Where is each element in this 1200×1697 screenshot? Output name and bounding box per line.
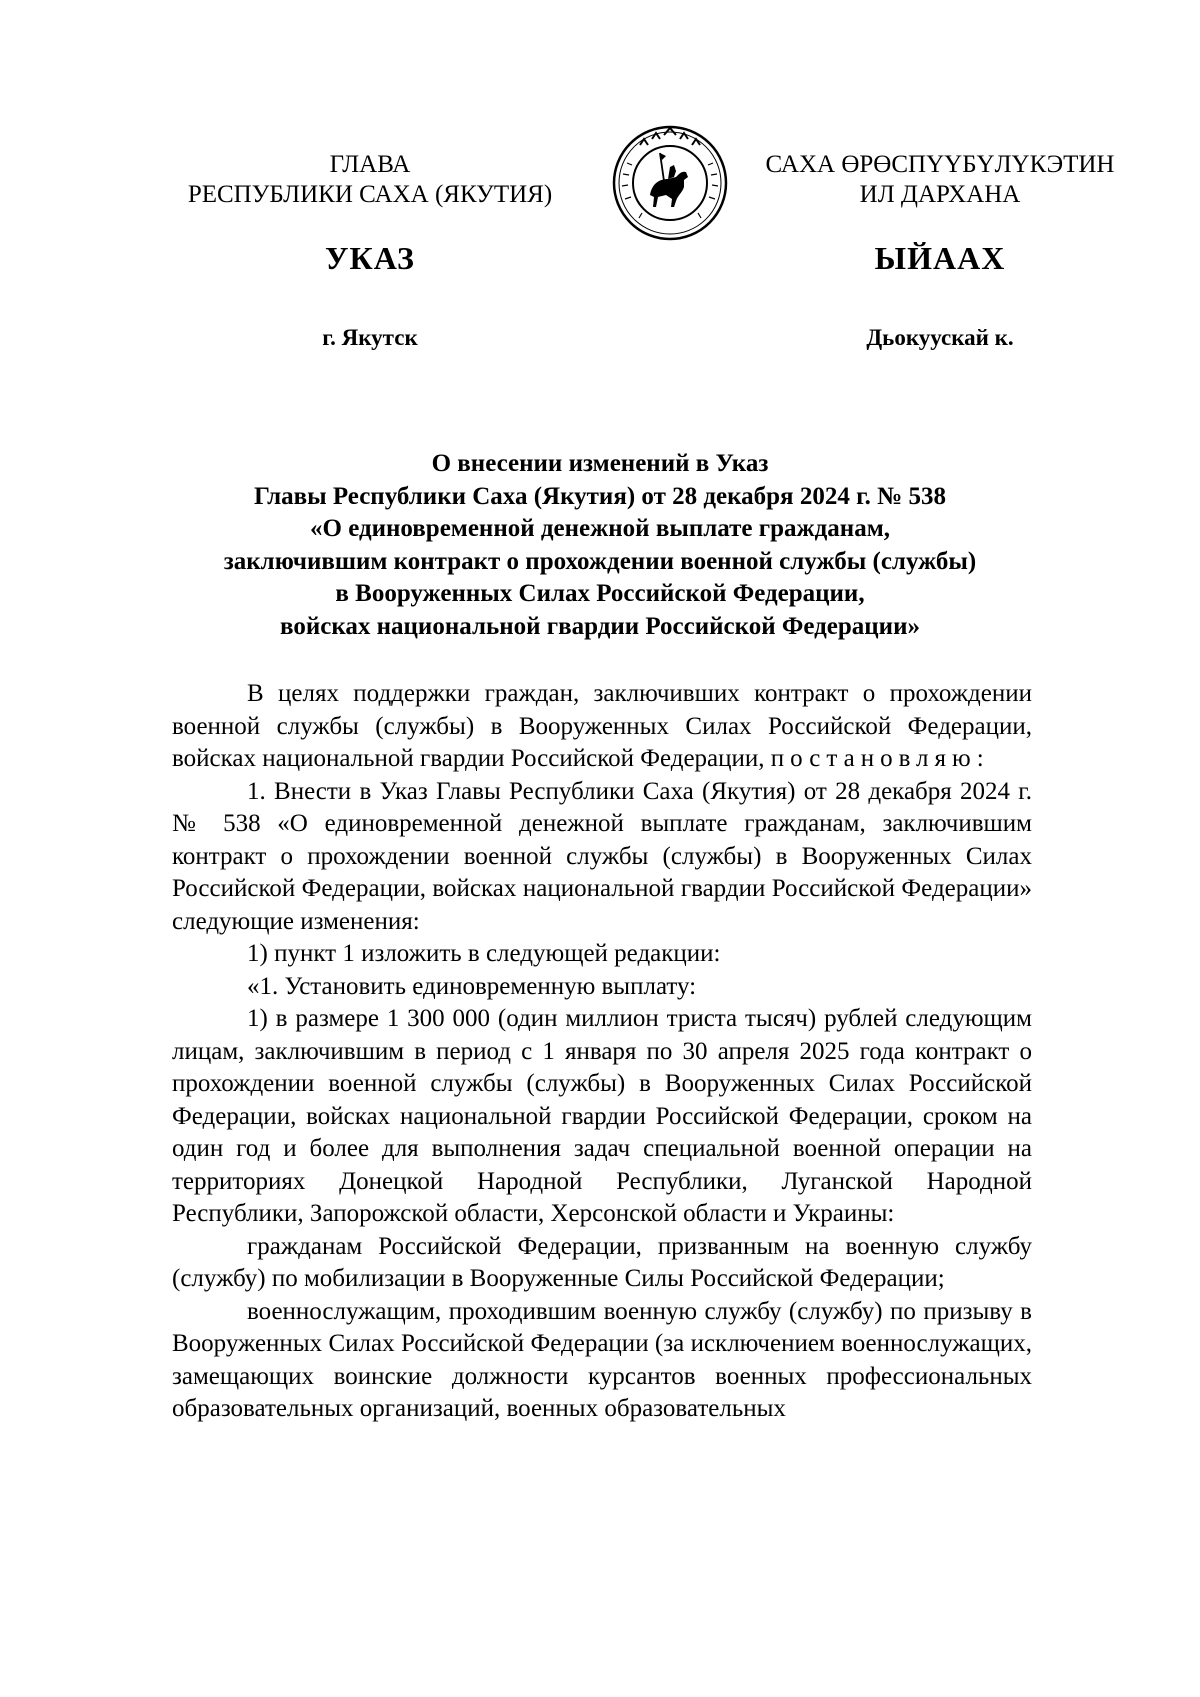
title-line: войсках национальной гвардии Российской Федерации» bbox=[280, 612, 920, 640]
decree-title bbox=[150, 448, 1050, 643]
title-line: заключившим контракт о прохождении военной службы (службы) bbox=[223, 547, 977, 575]
header-right-line1: САХА ӨРӨСПҮҮБҮЛҮКЭТИН bbox=[765, 151, 1115, 178]
doc-type-right: ЫЙААХ bbox=[874, 240, 1006, 276]
body-paragraph: 1) пункт 1 изложить в следующей редакции: bbox=[247, 940, 721, 967]
city-right: Дьокуускай к. bbox=[866, 325, 1014, 350]
header-left-authority bbox=[170, 150, 570, 210]
body-paragraph: военнослужащим, проходившим военную службу (службу) по призыву в Вооруженных Силах Российской Федерации (за исключением военнослужащих, замещающих воинские должности курсантов военных профессиональных образовательных организаций, военных образовательных bbox=[172, 1297, 1032, 1422]
city-left: г. Якутск bbox=[322, 325, 418, 350]
body-paragraph: гражданам Российской Федерации, призванным на военную службу (службу) по мобилизации в Вооруженные Силы Российской Федерации; bbox=[172, 1232, 1032, 1292]
preamble-text: В целях поддержки граждан, заключивших контракт о прохождении военной службы (службы) в Вооруженных Силах Российской Федерации, войсках национальной гвардии Российской Федерации, bbox=[172, 680, 1032, 772]
resolve-word: постановляю: bbox=[770, 745, 990, 772]
header-right-line2: ИЛ ДАРХАНА bbox=[859, 181, 1021, 208]
header-left-line1: ГЛАВА bbox=[329, 151, 411, 178]
coat-of-arms-seal-icon bbox=[612, 125, 728, 241]
header-right-authority bbox=[740, 150, 1140, 210]
body-paragraph: «1. Установить единовременную выплату: bbox=[247, 972, 697, 1000]
preamble-paragraph bbox=[172, 678, 1032, 776]
title-line: в Вооруженных Силах Российской Федерации, bbox=[335, 580, 865, 607]
title-line: О внесении изменений в Указ bbox=[431, 450, 769, 477]
body-paragraph: 1. Внести в Указ Главы Республики Саха (Якутия) от 28 декабря 2024 г. № 538 «О единовременной денежной выплате гражданам, заключившим контракт о прохождении военной службы (службы) в Вооруженных Силах Российской Федерации, войсках национальной гвардии Российской Федерации» следующие изменения: bbox=[172, 777, 1032, 935]
title-line: Главы Республики Саха (Якутия) от 28 декабря 2024 г. № 538 bbox=[253, 482, 946, 510]
header-left-line2: РЕСПУБЛИКИ САХА (ЯКУТИЯ) bbox=[187, 181, 553, 208]
decree-body bbox=[172, 678, 1032, 1426]
body-paragraph: 1) в размере 1 300 000 (один миллион триста тысяч) рублей следующим лицам, заключившим в период с 1 января по 30 апреля 2025 года контракт о прохождении военной службы (службы) в Вооруженных Силах Российской Федерации, войсках национальной гвардии Российской Федерации, сроком на один год и более для выполнения задач специальной военной операции на территориях Донецкой Народной Республики, Луганской Народной Республики, Запорожской области, Херсонской области и Украины: bbox=[172, 1005, 1032, 1227]
doc-type-left: УКАЗ bbox=[325, 240, 415, 276]
title-line: «О единовременной денежной выплате гражданам, bbox=[310, 515, 890, 542]
